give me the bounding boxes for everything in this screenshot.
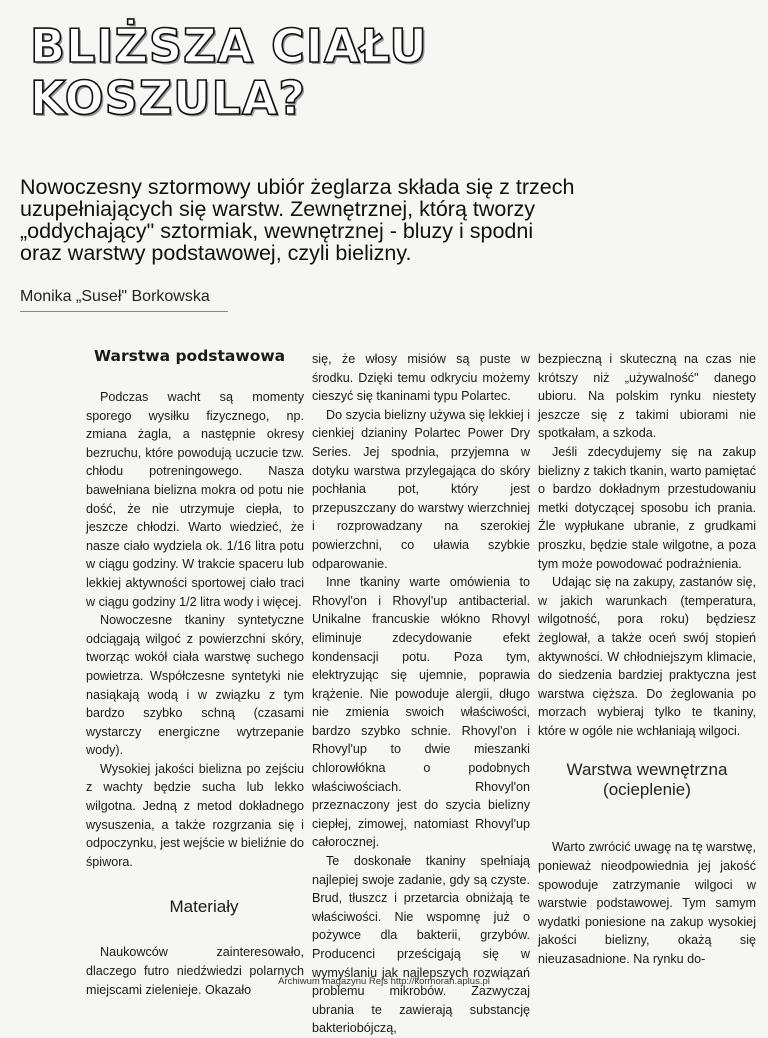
paragraph: Warto zwrócić uwagę na tę warstwę, ponieważ nieodpowiednia jej jakość spowoduje zatrzymanie wilgoci w warstwie podstawowej. Tym samym wydatki poniesione na zakup wysokiej jakości bielizny, okażą się nieuzasadnione. Na rynku do- xyxy=(538,840,756,967)
title-line-2: KOSZULA? xyxy=(30,71,307,125)
column-1 xyxy=(86,346,304,999)
article-title xyxy=(30,20,750,124)
author-byline: Monika „Suseł" Borkowska xyxy=(20,288,210,305)
lead-line: uzupełniających się warstw. Zewnętrznej, którą tworzy xyxy=(20,197,536,221)
section-heading-base-layer: Warstwa podstawowa xyxy=(94,347,286,365)
section-heading-materials: Materiały xyxy=(169,897,239,917)
lead-line: oraz warstwy podstawowej, czyli bielizny. xyxy=(20,241,412,265)
author-underline xyxy=(20,311,228,312)
paragraph: Do szycia bielizny używa się lekkiej i cienkiej dzianiny Polartec Power Dry Series. Jej spodnia, przyjemna w dotyku warstwa przylegająca do skóry pochłania pot, który jest przepuszczany do warstwy wierzchniej i rozprowadzany na szerokiej powierzchni, co uławia szybkie odparowanie. xyxy=(312,407,530,571)
title-line-1: BLIŻSZA CIAŁU xyxy=(30,19,428,73)
paragraph: się, że włosy misiów są puste w środku. Dzięki temu odkryciu możemy cieszyć się tkaninami typu Polartec. xyxy=(312,352,530,404)
archive-footer: Archiwum magazynu Rejs http://kormoran.aplus.pl xyxy=(278,976,490,987)
paragraph: Nowoczesne tkaniny syntetyczne odciągają wilgoć z powierzchni skóry, tworząc wokół ciała warstwę suchego powietrza. Współczesne syntetyki nie nasiąkają wodą i w związku z tym bardzo szybko schną (czasami wystarczy energiczne wytrzepanie wody). xyxy=(86,613,304,758)
paragraph: Te doskonałe tkaniny spełniają najlepiej swoje zadanie, gdy są czyste. Brud, tłuszcz i przetarcia obniżają te właściwości. Nie wspomnę już o pożywce dla bakterii, grzybów. Producenci prześcigają się w wymyślaniu jak najlepszych rozwiązań problemu mikrobów. Zazwyczaj ubrania te zawierają substancję bakteriobójczą, xyxy=(312,854,530,1036)
paragraph: Podczas wacht są momenty sporego wysiłku fizycznego, np. zmiana żagla, a następnie okresy bezruchu, które powodują uczucie tzw. chłodu potreningowego. Nasza bawełniana bielizna mokra od potu nie dość, że nie utrzymuje ciepła, to jeszcze chłodzi. Warto wiedzieć, że nasze ciało wydziela ok. 1/16 litra potu w ciągu godziny. W trakcie spaceru lub lekkiej aktywności sportowej ciało traci w ciągu godziny 1/2 litra wody i więcej. xyxy=(86,390,304,609)
lead-line: Nowoczesny sztormowy ubiór żeglarza składa się z trzech xyxy=(20,175,575,199)
column-2 xyxy=(312,350,530,1038)
paragraph: bezpieczną i skuteczną na czas nie krótszy niż „używalność" danego ubioru. Na polskim rynku niestety jeszcze się z takimi ubiorami nie spotkałam, a szkoda. xyxy=(538,352,756,441)
section-heading-inner-layer: Warstwa wewnętrzna (ocieplenie) xyxy=(566,760,728,800)
paragraph: Jeśli zdecydujemy się na zakup bielizny z takich tkanin, warto pamiętać o bardzo dokładnym przestudowaniu metki dotyczącej sposobu ich prania. Źle wypłukane ubranie, z grudkami proszku, będzie stale wilgotne, a poza tym może powodować podrażnienia. xyxy=(538,444,756,571)
paragraph: Wysokiej jakości bielizna po zejściu z wachty będzie sucha lub lekko wilgotna. Jedną z metod dokładnego wysuszenia, a także rozgrzania się i odpoczynku, jest wejście w bieliźnie do śpiwora. xyxy=(86,761,304,869)
column-3 xyxy=(538,350,756,969)
paragraph: Inne tkaniny warte omówienia to Rhovyl'on i Rhovyl'up antibacterial. Unikalne francuskie włókno Rhovyl eliminuje zdecydowanie efekt kondensacji potu. Poza tym, elektryzując się ujemnie, poprawia krążenie. Nie powoduje alergii, długo nie zmienia swoich właściwości, bardzo szybko schnie. Rhovyl'on i Rhovyl'up to dwie mieszanki chlorowłókna o podobnych właściwościach. Rhovyl'on przeznaczony jest do szycia bielizny ciepłej, zimowej, natomiast Rhovyl'up całorocznej. xyxy=(312,575,530,850)
lead-paragraph xyxy=(20,176,720,264)
paragraph: Naukowców zainteresowało, dlaczego futro niedźwiedzi polarnych miejscami zielenieje. Okazało xyxy=(86,945,304,997)
lead-line: „oddychający" sztormiak, wewnętrznej - bluzy i spodni xyxy=(20,219,534,243)
paragraph: Udając się na zakupy, zastanów się, w jakich warunkach (temperatura, wilgotność, pora roku) będziesz żeglował, a także oceń swój stopień aktywności. W chłodniejszym klimacie, do siedzenia bardziej praktyczna jest warstwa cięższa. Do żeglowania po morzach wybieraj tylko te tkaniny, które w ogóle nie wchłaniają wilgoci. xyxy=(538,575,756,738)
